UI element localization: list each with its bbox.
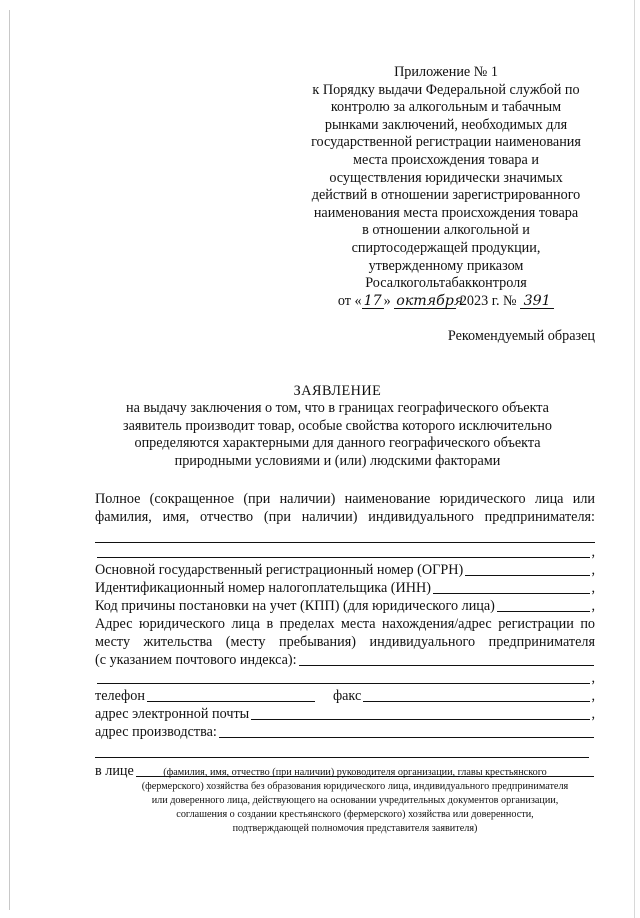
title-line: природными условиями и (или) людскими факторами <box>174 452 501 469</box>
comma: , <box>591 562 595 578</box>
order-year: 2023 г. № <box>459 292 517 309</box>
email-row <box>95 705 595 723</box>
document-title <box>100 383 575 470</box>
production-label: адрес производства: <box>95 724 217 740</box>
comma: , <box>591 598 595 614</box>
kpp-field[interactable] <box>497 599 591 612</box>
title-line: определяются характерными для данного географического объекта <box>134 435 541 452</box>
email-field[interactable] <box>251 707 590 720</box>
person-label: в лице <box>95 763 134 779</box>
address-field-2[interactable] <box>97 671 590 684</box>
address-label-line2: месту жительства (месту пребывания) индивидуального предпринимателя <box>95 634 595 650</box>
note-line: соглашения о создании крестьянского (фермерского) хозяйства или доверенности, <box>176 809 534 820</box>
appendix-line: Росалкогольтабакконтроля <box>365 275 527 292</box>
ogrn-label: Основной государственный регистрационный номер (ОГРН) <box>95 562 464 578</box>
phone-fax-row <box>95 687 595 705</box>
application-form <box>95 490 595 780</box>
title-line: на выдачу заключения о том, что в границах географического объекта <box>126 400 549 417</box>
appendix-line: действий в отношении зарегистрированного <box>311 187 581 204</box>
ogrn-field[interactable] <box>465 563 590 576</box>
date-quote-close: » <box>383 292 391 309</box>
appendix-line: спиртосодержащей продукции, <box>351 239 541 256</box>
kpp-row <box>95 597 595 615</box>
inn-label: Идентификационный номер налогоплательщика (ИНН) <box>95 580 431 596</box>
production-row <box>95 723 595 741</box>
note-line: или доверенного лица, действующего на основании учредительных документов организации, <box>151 795 559 806</box>
date-prefix: от « <box>337 292 362 309</box>
appendix-line: государственной регистрации наименования <box>311 134 581 151</box>
appendix-line: к Порядку выдачи Федеральной службой по <box>312 81 580 98</box>
comma: , <box>591 580 595 596</box>
note-line: подтверждающей полномочия представителя заявителя) <box>232 823 478 834</box>
inn-row <box>95 579 595 597</box>
inn-field[interactable] <box>433 581 590 594</box>
order-month: октября <box>396 292 464 309</box>
address-row-2 <box>95 669 595 687</box>
name-field-1[interactable] <box>95 528 595 543</box>
name-field-row-2 <box>95 543 595 561</box>
appendix-header <box>296 64 596 310</box>
appendix-line: места происхождения товара и <box>353 151 539 168</box>
recommended-sample-label: Рекомендуемый образец <box>447 328 595 344</box>
phone-field[interactable] <box>147 689 315 702</box>
ogrn-row <box>95 561 595 579</box>
comma: , <box>591 670 595 686</box>
scan-edge-left <box>9 10 10 910</box>
email-label: адрес электронной почты <box>95 706 250 722</box>
name-label-line1: Полное (сокращенное (при наличии) наименование юридического лица или <box>95 491 595 507</box>
appendix-line: утвержденному приказом <box>368 257 524 274</box>
scan-edge-right <box>634 0 635 918</box>
comma: , <box>591 544 595 560</box>
address-row <box>95 651 595 669</box>
appendix-line: контролю за алкогольным и табачным <box>330 99 562 116</box>
title-line: заявитель производит товар, особые свойства которого исключительно <box>123 417 552 434</box>
note-line: (фермерского) хозяйства без образования юридического лица, индивидуального предпринимателя <box>141 781 569 792</box>
fax-label: факс <box>332 688 362 704</box>
person-field-note <box>120 766 590 836</box>
order-number: 391 <box>520 294 554 309</box>
kpp-label: Код причины постановки на учет (КПП) (для юридического лица) <box>95 598 495 614</box>
order-date-line <box>296 293 596 311</box>
note-line: (фамилия, имя, отчество (при наличии) руководителя организации, главы крестьянского <box>163 767 547 778</box>
comma: , <box>591 706 595 722</box>
appendix-line: рынками заключений, необходимых для <box>324 116 568 133</box>
production-field-2[interactable] <box>95 743 589 758</box>
address-field-1[interactable] <box>299 653 594 666</box>
title-heading: ЗАЯВЛЕНИЕ <box>293 383 382 399</box>
name-field-2[interactable] <box>97 545 590 558</box>
appendix-line: Приложение № 1 <box>394 64 498 80</box>
appendix-line: наименования места происхождения товара <box>313 204 579 221</box>
address-label-line3: (с указанием почтового индекса): <box>95 652 297 668</box>
name-label-line2: фамилия, имя, отчество (при наличии) индивидуального предпринимателя: <box>95 509 595 525</box>
appendix-line: осуществления юридически значимых <box>329 169 563 186</box>
order-day: 17 <box>363 292 382 309</box>
phone-label: телефон <box>95 688 145 704</box>
comma: , <box>591 688 595 704</box>
fax-field[interactable] <box>363 689 590 702</box>
appendix-line: в отношении алкогольной и <box>362 222 530 239</box>
address-label-line1: Адрес юридического лица в пределах места нахождения/адрес регистрации по <box>95 616 595 632</box>
production-field-1[interactable] <box>219 725 594 738</box>
